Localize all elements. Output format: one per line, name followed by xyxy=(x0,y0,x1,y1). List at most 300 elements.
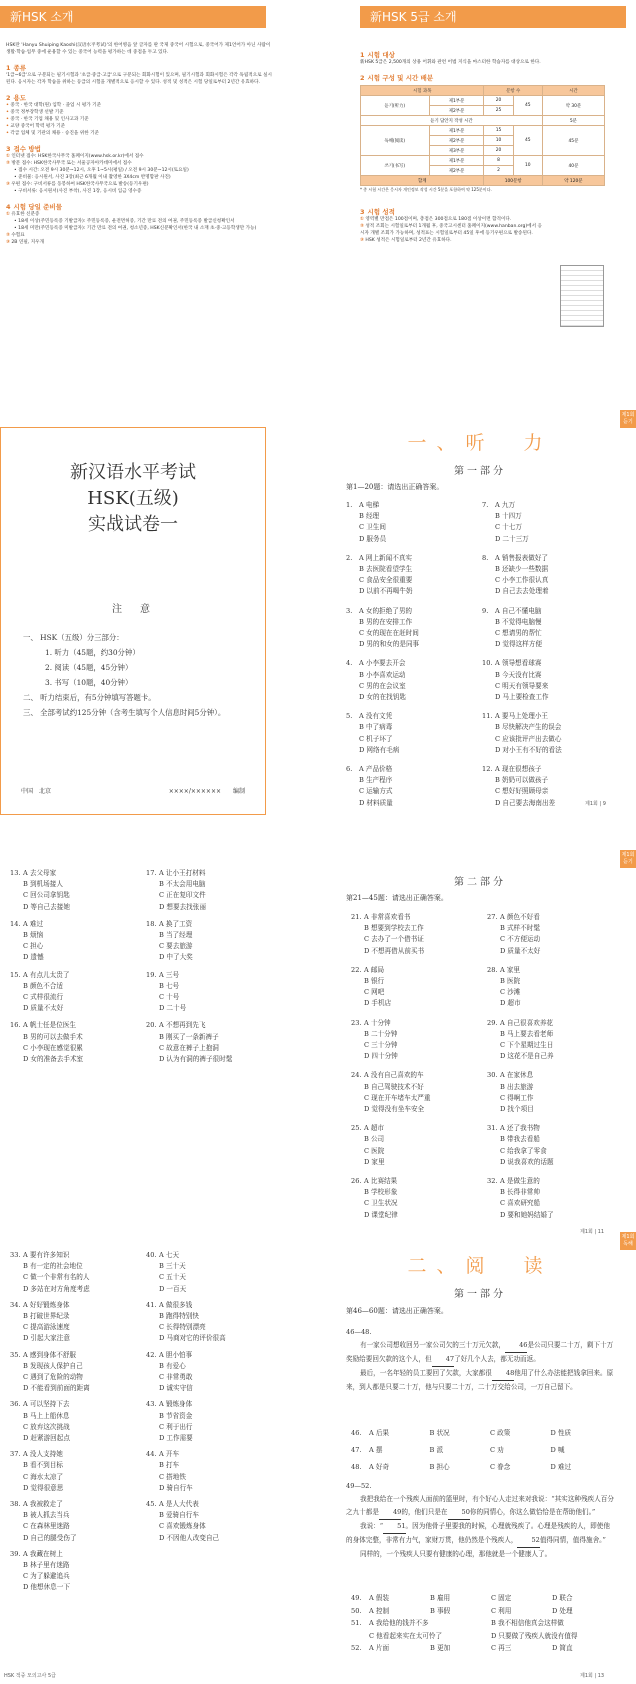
answer-option[interactable] xyxy=(146,890,232,901)
answer-option[interactable] xyxy=(346,711,419,722)
answer-blank[interactable]: 50 xyxy=(448,1506,470,1520)
answer-option[interactable] xyxy=(346,658,419,669)
intro-spread xyxy=(0,0,636,380)
answer-option[interactable] xyxy=(482,522,562,533)
answer-option[interactable] xyxy=(487,1157,554,1168)
answer-option[interactable] xyxy=(346,522,419,533)
answer-option[interactable] xyxy=(146,1272,226,1283)
answer-option[interactable]: C 利用 xyxy=(491,1606,512,1615)
answer-option[interactable] xyxy=(146,1499,226,1510)
answer-option[interactable] xyxy=(351,1070,431,1081)
answer-option[interactable] xyxy=(351,998,431,1009)
answer-option[interactable] xyxy=(351,976,431,987)
answer-option[interactable] xyxy=(482,681,562,692)
answer-option[interactable] xyxy=(487,987,554,998)
answer-option[interactable] xyxy=(10,1043,83,1054)
answer-option[interactable] xyxy=(10,1483,90,1494)
answer-option[interactable] xyxy=(10,1383,90,1394)
answer-option[interactable] xyxy=(146,1510,226,1521)
option-text: B 不觉得电脑慢 xyxy=(495,617,542,626)
question-item xyxy=(351,1123,431,1168)
answer-option[interactable] xyxy=(146,1411,226,1422)
answer-option[interactable] xyxy=(351,923,431,934)
table-header: 문항 수 xyxy=(484,86,542,96)
answer-option[interactable] xyxy=(351,1093,431,1104)
answer-option[interactable] xyxy=(10,902,83,913)
answer-option[interactable] xyxy=(146,1350,226,1361)
question-item xyxy=(10,1499,90,1544)
answer-blank[interactable]: 49 xyxy=(379,1506,401,1520)
answer-option[interactable] xyxy=(482,658,562,669)
answer-option[interactable] xyxy=(10,1510,90,1521)
passage-49-52 xyxy=(346,1480,616,1561)
answer-option[interactable] xyxy=(146,1460,226,1471)
answer-option[interactable] xyxy=(482,722,562,733)
answer-option[interactable] xyxy=(351,965,431,976)
answer-option[interactable] xyxy=(346,775,419,786)
answer-option[interactable] xyxy=(482,575,562,586)
answer-option[interactable] xyxy=(487,1123,554,1134)
answer-option[interactable] xyxy=(146,930,232,941)
answer-option[interactable]: B 更加 xyxy=(430,1644,451,1652)
answer-option[interactable] xyxy=(487,1040,554,1051)
option-text: C 运输方式 xyxy=(359,787,393,796)
answer-option[interactable] xyxy=(487,1210,554,1221)
option-text: A 锻炼身体 xyxy=(159,1400,193,1409)
answer-option[interactable] xyxy=(146,952,232,963)
answer-option[interactable] xyxy=(482,553,562,564)
answer-option[interactable] xyxy=(10,1322,90,1333)
answer-option[interactable] xyxy=(10,1499,90,1510)
answer-option[interactable] xyxy=(346,745,419,756)
answer-option[interactable] xyxy=(146,902,232,913)
answer-option[interactable] xyxy=(487,1070,554,1081)
answer-option[interactable] xyxy=(10,952,83,963)
answer-option[interactable] xyxy=(146,1300,226,1311)
option-text: C 放弃这次挑战 xyxy=(23,1422,70,1431)
answer-option[interactable] xyxy=(487,946,554,957)
answer-option[interactable]: B 我不相信他真会这样做 xyxy=(491,1619,564,1627)
answer-option[interactable] xyxy=(10,1032,83,1043)
answer-option[interactable]: C 再三 xyxy=(491,1644,512,1652)
answer-option[interactable] xyxy=(10,879,83,890)
option-text: A 是人大代表 xyxy=(159,1500,199,1509)
option-text: D 认为有洞的裤子很时髦 xyxy=(159,1055,233,1064)
passage-text: 是公司只要二十万，剩下十万奖励给要回欠款的这个人，但 xyxy=(346,1341,614,1363)
option-text: B 出去旅游 xyxy=(500,1082,534,1091)
answer-option[interactable] xyxy=(482,606,562,617)
question-item xyxy=(351,1592,613,1605)
answer-option[interactable] xyxy=(346,500,419,511)
answer-option[interactable] xyxy=(10,1433,90,1444)
answer-option[interactable] xyxy=(482,670,562,681)
answer-option[interactable] xyxy=(482,711,562,722)
answer-option[interactable] xyxy=(146,1399,226,1410)
option-text: B 想要到学校去工作 xyxy=(364,924,424,933)
answer-option[interactable]: A 片面 xyxy=(369,1644,390,1652)
option-text: C 长得特别漂亮 xyxy=(159,1323,206,1332)
answer-option[interactable] xyxy=(146,1311,226,1322)
option-text: B 发现孩人保护自己 xyxy=(23,1361,83,1370)
option-text: A 胆小怕事 xyxy=(159,1350,193,1359)
answer-option[interactable]: B 担心 xyxy=(429,1463,450,1471)
answer-option[interactable]: B 雇用 xyxy=(430,1594,451,1602)
answer-option[interactable] xyxy=(10,1250,90,1261)
answer-option[interactable] xyxy=(146,1422,226,1433)
answer-option[interactable] xyxy=(10,1460,90,1471)
question-number: 6. xyxy=(346,765,353,774)
answer-option[interactable] xyxy=(482,639,562,650)
option-text: A 去父母家 xyxy=(23,869,57,877)
answer-option[interactable] xyxy=(146,1533,226,1544)
question-number: 33. xyxy=(10,1251,21,1259)
answer-option[interactable] xyxy=(146,970,232,981)
answer-option[interactable] xyxy=(346,606,419,617)
answer-option[interactable] xyxy=(346,639,419,650)
question-number: 52. xyxy=(351,1644,362,1652)
answer-option[interactable] xyxy=(351,946,431,957)
answer-option[interactable] xyxy=(351,1134,431,1145)
option-text: A 好好锻炼身体 xyxy=(23,1300,70,1309)
option-text: C 五十天 xyxy=(159,1273,186,1282)
option-text: A 换了工资 xyxy=(159,919,193,928)
answer-option[interactable] xyxy=(346,534,419,545)
option-text: D 不能看到前面的距离 xyxy=(23,1384,90,1393)
answer-option[interactable]: A 摆 xyxy=(369,1446,383,1454)
answer-option[interactable] xyxy=(482,775,562,786)
answer-option[interactable] xyxy=(351,912,431,923)
answer-option[interactable] xyxy=(146,879,232,890)
option-text: C 食品安全很重要 xyxy=(359,576,413,585)
option-text: B 当了经理 xyxy=(159,931,193,940)
answer-option[interactable] xyxy=(351,1104,431,1115)
option-text: D 男的和女的是同事 xyxy=(359,640,420,649)
answer-option[interactable] xyxy=(482,534,562,545)
option-text: B 马上上船休息 xyxy=(23,1411,70,1420)
answer-option[interactable] xyxy=(10,919,83,930)
answer-option[interactable] xyxy=(10,1560,90,1571)
answer-option[interactable] xyxy=(351,1157,431,1168)
answer-option[interactable]: D 联合 xyxy=(552,1594,573,1602)
answer-option[interactable] xyxy=(146,1449,226,1460)
answer-option[interactable] xyxy=(10,1549,90,1560)
option-block xyxy=(351,1592,613,1655)
answer-option[interactable] xyxy=(487,1176,554,1187)
answer-option[interactable] xyxy=(146,1261,226,1272)
answer-option[interactable] xyxy=(487,1093,554,1104)
answer-option[interactable] xyxy=(482,617,562,628)
question-number: 27. xyxy=(487,913,498,921)
answer-option[interactable] xyxy=(487,976,554,987)
score-title: 3 시험 성적 xyxy=(360,208,395,216)
answer-option[interactable] xyxy=(487,965,554,976)
answer-option[interactable] xyxy=(487,1146,554,1157)
list-item: • 각급 업체 및 기관의 채용 · 승진을 위한 기준 xyxy=(6,131,99,136)
option-text: A 开车 xyxy=(159,1450,180,1459)
answer-option[interactable] xyxy=(146,1333,226,1344)
score-list xyxy=(360,216,545,244)
answer-option[interactable]: A 我给他的钱并不多 xyxy=(369,1619,429,1627)
answer-option[interactable] xyxy=(10,1533,90,1544)
answer-option[interactable]: B 事假 xyxy=(430,1606,451,1615)
answer-option[interactable] xyxy=(351,1123,431,1134)
answer-option[interactable] xyxy=(346,564,419,575)
option-text: D 想要去找张丽 xyxy=(159,902,206,911)
answer-blank[interactable]: 47 xyxy=(432,1353,454,1367)
answer-option[interactable] xyxy=(10,1521,90,1532)
answer-option[interactable] xyxy=(346,722,419,733)
answer-option[interactable] xyxy=(346,798,419,809)
answer-option[interactable] xyxy=(10,1372,90,1383)
answer-option[interactable]: D 简直 xyxy=(552,1644,573,1652)
answer-option[interactable] xyxy=(10,1571,90,1582)
option-text: A 难过 xyxy=(23,919,44,928)
left-column xyxy=(6,42,276,246)
answer-option[interactable] xyxy=(346,617,419,628)
answer-option[interactable]: D 处理 xyxy=(552,1606,573,1615)
option-text: C 十号 xyxy=(159,993,180,1002)
answer-option[interactable] xyxy=(146,919,232,930)
question-item xyxy=(346,553,419,598)
answer-option[interactable] xyxy=(487,1187,554,1198)
list-item: • 중국 정부장학생 선발 기준 xyxy=(6,110,64,115)
question-number: 48. xyxy=(351,1463,362,1471)
answer-option[interactable] xyxy=(10,1582,90,1593)
answer-option[interactable] xyxy=(146,1322,226,1333)
section-types-text: '1급~6급'으로 구분되는 필기시험과 '초급·중급·고급'으로 구분되는 회화시험이 있으며, 필기시험과 회화시험은 각각 독립적으로 실시된다. 응시자는 각자 학습을 위하는 등급의 시험을 개별적으로 응시할 수 있다. 성적 및 성적은 시험 당일로부터 2년간 유효하다. xyxy=(6,73,272,85)
answer-option[interactable] xyxy=(482,798,562,809)
answer-option[interactable] xyxy=(487,1051,554,1062)
answer-option[interactable] xyxy=(146,868,232,879)
answer-option[interactable] xyxy=(10,981,83,992)
question-number: 41. xyxy=(146,1300,157,1309)
answer-option[interactable] xyxy=(10,1272,90,1283)
passage-paragraph xyxy=(346,1339,616,1367)
answer-option[interactable] xyxy=(351,934,431,945)
answer-option[interactable] xyxy=(351,1198,431,1209)
answer-blank[interactable]: 52 xyxy=(517,1534,539,1548)
answer-option[interactable] xyxy=(346,575,419,586)
answer-blank[interactable]: 48 xyxy=(492,1367,514,1381)
answer-option[interactable] xyxy=(346,670,419,681)
question-item xyxy=(482,658,562,703)
answer-option[interactable] xyxy=(10,890,83,901)
answer-option[interactable] xyxy=(487,1104,554,1115)
option-text: C 非常勇敢 xyxy=(159,1373,193,1382)
answer-option[interactable] xyxy=(10,970,83,981)
answer-option[interactable] xyxy=(482,511,562,522)
passage-text: 我说：“ xyxy=(360,1522,384,1530)
answer-option[interactable] xyxy=(487,934,554,945)
answer-option[interactable] xyxy=(351,1029,431,1040)
table-note: * 총 시험 시간은 응시자 개인정보 작성 시간 5분을 포함하여 약 125분이다. xyxy=(360,187,492,192)
answer-option[interactable] xyxy=(351,1187,431,1198)
answer-option[interactable] xyxy=(346,786,419,797)
page-number: 제1회 | 13 xyxy=(580,1673,605,1679)
question-number: 1. xyxy=(346,501,353,509)
question-item xyxy=(146,1250,226,1295)
answer-option[interactable] xyxy=(487,923,554,934)
answer-option[interactable] xyxy=(487,998,554,1009)
answer-option[interactable] xyxy=(487,1198,554,1209)
question-column xyxy=(487,912,554,1229)
option-text: C 正在复印文件 xyxy=(159,891,206,900)
answer-option[interactable] xyxy=(146,1361,226,1372)
answer-option[interactable] xyxy=(146,1020,232,1031)
answer-option[interactable] xyxy=(487,1029,554,1040)
answer-option[interactable] xyxy=(10,1311,90,1322)
answer-option[interactable] xyxy=(10,1333,90,1344)
answer-option[interactable] xyxy=(482,692,562,703)
option-text: A 七天 xyxy=(159,1251,180,1259)
answer-option[interactable] xyxy=(10,1361,90,1372)
question-number: 17. xyxy=(146,869,157,877)
question-column xyxy=(10,1250,90,1599)
option-text: A 要马上处理小王 xyxy=(495,712,549,721)
answer-option[interactable] xyxy=(346,511,419,522)
answer-option[interactable]: D 喊 xyxy=(550,1446,565,1454)
answer-option[interactable] xyxy=(351,1210,431,1221)
answer-option[interactable] xyxy=(10,1350,90,1361)
answer-option[interactable] xyxy=(10,1054,83,1065)
answer-option[interactable] xyxy=(482,586,562,597)
answer-option[interactable] xyxy=(351,987,431,998)
answer-option[interactable] xyxy=(10,1284,90,1295)
answer-option[interactable]: A 好奇 xyxy=(369,1463,390,1471)
question-number: 40. xyxy=(146,1251,157,1259)
option-text: D 遗憾 xyxy=(23,953,44,962)
list-item: ③ HSK 성적은 시험일로부터 2년간 유효하다. xyxy=(360,238,452,243)
answer-option[interactable] xyxy=(346,628,419,639)
question-item xyxy=(10,970,83,1015)
answer-option[interactable] xyxy=(146,1250,226,1261)
answer-option[interactable] xyxy=(487,1018,554,1029)
question-number: 31. xyxy=(487,1124,498,1133)
table-header: 시간 xyxy=(542,86,604,96)
option-text: B 跑得特别快 xyxy=(159,1312,199,1321)
answer-option[interactable] xyxy=(10,1422,90,1433)
option-text: B 七号 xyxy=(159,981,180,990)
answer-option[interactable]: C 政策 xyxy=(490,1429,511,1437)
answer-option[interactable] xyxy=(10,941,83,952)
answer-option[interactable]: C 固定 xyxy=(491,1594,512,1602)
answer-option[interactable] xyxy=(10,868,83,879)
answer-option[interactable] xyxy=(482,500,562,511)
answer-option[interactable] xyxy=(146,1521,226,1532)
answer-option[interactable]: C 眷念 xyxy=(490,1463,511,1471)
answer-option[interactable]: D 难过 xyxy=(550,1463,572,1471)
answer-option[interactable] xyxy=(146,981,232,992)
answer-option[interactable] xyxy=(146,1472,226,1483)
passage-text: 有一家公司想收回另一家公司欠的三十万元欠款， xyxy=(360,1341,506,1349)
option-text: B 打车 xyxy=(159,1461,180,1470)
table-row xyxy=(361,156,605,166)
answer-option[interactable] xyxy=(482,628,562,639)
passage-paragraph xyxy=(346,1493,616,1520)
answer-option[interactable] xyxy=(482,745,562,756)
answer-option[interactable] xyxy=(10,1003,83,1014)
answer-option[interactable] xyxy=(346,553,419,564)
answer-option[interactable] xyxy=(351,1051,431,1062)
side-tab-reading: 제1회 독해 xyxy=(620,1232,636,1250)
answer-option[interactable] xyxy=(10,1261,90,1272)
option-text: A 女的拒绝了男的 xyxy=(359,606,413,615)
answer-option[interactable] xyxy=(351,1082,431,1093)
answer-option[interactable] xyxy=(482,734,562,745)
answer-option[interactable] xyxy=(346,586,419,597)
option-text: A 小李要去开会 xyxy=(359,659,406,668)
option-text: B 生产程序 xyxy=(359,776,393,785)
answer-option[interactable]: A 后果 xyxy=(369,1429,390,1437)
answer-option[interactable] xyxy=(10,930,83,941)
answer-option[interactable] xyxy=(146,1032,232,1043)
answer-option[interactable] xyxy=(487,912,554,923)
option-text: B 尽快解决产生的误会 xyxy=(495,723,562,732)
answer-option[interactable] xyxy=(146,1043,232,1054)
answer-option[interactable] xyxy=(146,1054,232,1065)
answer-option[interactable] xyxy=(146,1383,226,1394)
answer-option[interactable] xyxy=(10,1399,90,1410)
answer-option[interactable] xyxy=(146,1284,226,1295)
answer-option[interactable] xyxy=(482,786,562,797)
answer-option[interactable] xyxy=(10,1020,83,1031)
answer-option[interactable] xyxy=(10,1411,90,1422)
answer-option[interactable] xyxy=(146,1372,226,1383)
answer-option[interactable]: B 派 xyxy=(429,1446,444,1454)
answer-option[interactable] xyxy=(351,1018,431,1029)
passage-46-48 xyxy=(346,1326,616,1394)
answer-option[interactable] xyxy=(482,764,562,775)
option-text: A 我藏在树上 xyxy=(23,1549,63,1558)
option-text: B 有一定的社会地位 xyxy=(23,1262,83,1271)
answer-blank[interactable]: 46 xyxy=(505,1339,527,1353)
answer-option[interactable]: B 状况 xyxy=(429,1429,450,1437)
answer-option[interactable] xyxy=(487,1082,554,1093)
answer-option[interactable] xyxy=(146,992,232,1003)
passage-text: 。因为他骨子里要我的时候，心理就残疾了。心理是残疾的人，即使他的身体完整，非常有力气，家财万贯，他仍然是个残疾人， xyxy=(346,1522,610,1544)
answer-option[interactable]: A 控制 xyxy=(369,1606,390,1615)
answer-option[interactable]: C 劝 xyxy=(490,1446,504,1454)
question-number: 16. xyxy=(10,1021,21,1030)
answer-option[interactable] xyxy=(482,564,562,575)
answer-option[interactable] xyxy=(351,1040,431,1051)
answer-option[interactable] xyxy=(351,1146,431,1157)
option-text: A 让小王打材料 xyxy=(159,869,206,877)
answer-option[interactable] xyxy=(10,1449,90,1460)
answer-option[interactable] xyxy=(346,681,419,692)
answer-option[interactable]: D 性质 xyxy=(550,1429,572,1437)
answer-option[interactable] xyxy=(346,734,419,745)
answer-option[interactable]: D 只要做了残疾人就没有值得 xyxy=(491,1631,578,1640)
answer-option[interactable]: A 假装 xyxy=(369,1594,390,1602)
answer-option[interactable] xyxy=(146,1003,232,1014)
question-item xyxy=(487,965,554,1010)
answer-option[interactable] xyxy=(146,941,232,952)
answer-blank[interactable]: 51 xyxy=(383,1520,405,1534)
answer-option[interactable] xyxy=(346,692,419,703)
answer-option[interactable] xyxy=(146,1483,226,1494)
answer-option[interactable]: C 他看起来实在太可怜了 xyxy=(369,1631,443,1640)
answer-option[interactable] xyxy=(346,764,419,775)
question-number: 51. xyxy=(351,1619,362,1627)
answer-option[interactable] xyxy=(10,992,83,1003)
answer-option[interactable] xyxy=(351,1176,431,1187)
answer-option[interactable] xyxy=(10,1300,90,1311)
listening-part1-instruction: 第1—20题：请选出正确答案。 xyxy=(346,483,444,491)
answer-option[interactable] xyxy=(487,1134,554,1145)
answer-option[interactable] xyxy=(146,1433,226,1444)
answer-option[interactable] xyxy=(10,1472,90,1483)
